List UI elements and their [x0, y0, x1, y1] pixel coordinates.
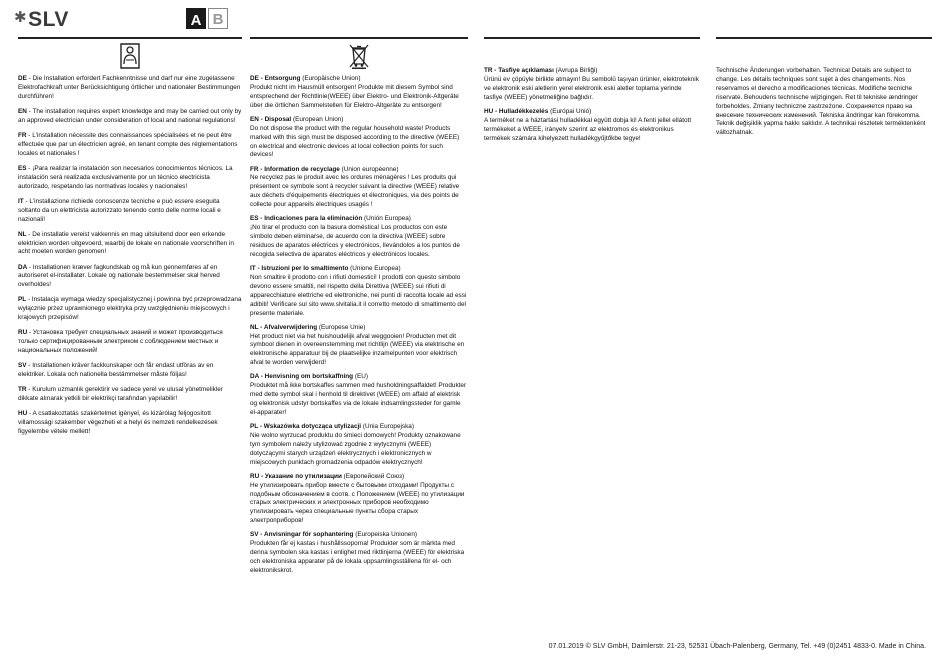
- language-code: ES: [18, 164, 27, 172]
- disposal-title: - Указание по утилизации: [259, 472, 342, 480]
- logo-text: SLV: [28, 8, 69, 31]
- disposal-region: (Europäische Union): [300, 75, 361, 82]
- installation-paragraph: [18, 362, 242, 380]
- disposal-paragraph: [250, 531, 468, 576]
- disposal-title: - Indicaciones para la eliminación: [258, 215, 363, 223]
- language-code: DE: [250, 75, 259, 82]
- disposal-text: Ürünü ev çöpüyle birlikte atmayın! Bu sembolü taşıyan ürünler, elektroteknik ve elektronik eski aletlerin yerel elektronik eski aletler toplama yerinde tasfiye (WEEE) yönetmeliğine bağlıdır.: [484, 75, 699, 101]
- person-document-icon: [119, 43, 141, 69]
- disposal-region: (Európai Unió): [548, 107, 592, 115]
- technical-column: [716, 37, 932, 143]
- installation-paragraph: [18, 108, 242, 126]
- disposal-paragraph: [484, 67, 700, 103]
- disposal-paragraph: [484, 108, 700, 144]
- disposal-column: [250, 37, 468, 581]
- disposal-text: Produkten får ej kastas i hushållssoporna! Produkter som är märkta med denna symbolen ska kastas i enlighet med riktlinjerna (WEEE) för elektriska och elektroniska apparater på de lokala uppsamlingsställena för el- och elektronikskrot.: [250, 540, 465, 574]
- disposal-paragraph: [250, 265, 468, 318]
- column-rule: [18, 37, 242, 39]
- installation-paragraph: [18, 386, 242, 404]
- installation-paragraph: [18, 410, 242, 437]
- language-code: TR: [484, 67, 493, 74]
- version-tabs: [186, 8, 228, 29]
- disposal-text: Не утилизировать прибор вместе с бытовыми отходами! Продукты с подобным обозначением в соотв. с Положением (WEEE) по утилизации старых электрических и электронных приборов необходимо утилизировать через специальные пункты сбора старых электроприборов!: [250, 481, 465, 525]
- installation-text: - L'installation nécessite des connaissances spécialisées et ne peut être effectuée que par un électricien agréé, en tenant compte des réglementations locales et nationales !: [18, 131, 238, 157]
- installation-text: - Instalacja wymaga wiedzy specjalistycznej i powinna być przeprowadzana wyłącznie przez uprawnionego elektryka przy uwzględnieniu miejscowych i krajowych przepisów!: [18, 296, 242, 322]
- language-code: PL: [250, 423, 259, 431]
- language-code: DA: [250, 373, 259, 381]
- language-code: DA: [18, 263, 28, 271]
- column-rule: [484, 37, 700, 39]
- installation-text: - L'installazione richiede conoscenze tecniche e può essere eseguita soltanto da un elettricista autorizzato tenendo conto delle norme locali e nazionali!: [18, 197, 221, 223]
- disposal-text: Produktet må ikke bortskaffes sammen med husholdningsaffaldet! Produkter med dette symbol skal i henhold til direktivet (WEEE) om affald af elektrisk og elektronisk udstyr bortskaffes via de lokale indsamlingssteder for gamle el-apparater!: [250, 382, 467, 416]
- installation-text: - Установка требует специальных знаний и может производиться только сертифицированным электриком с соблюдением местных и национальных положений!: [18, 329, 223, 355]
- disposal-title: - Information de recyclage: [258, 165, 340, 173]
- language-code: DE: [18, 75, 27, 82]
- disposal-region: (Европейский Союз): [341, 472, 405, 480]
- disposal-region: (Europeiska Unionen): [353, 531, 418, 539]
- installation-text: - ¡Para realizar la instalación son necesarios conocimientos técnicos. La instalación será realizada exclusivamente por un técnico electricista autorizado, respetando las normativas locales y nacionales!: [18, 164, 233, 190]
- disposal-text: ¡No tirar el producto con la basura doméstica! Los productos con este símbolo deben eliminarse, de acuerdo con la directiva (WEEE) sobre residuos de aparatos eléctricos y electrónicos, llevándolos a los puntos de recogida selectiva de aparatos eléctricos y electrónicos locales.: [250, 224, 460, 258]
- disposal-title: - Hulladékkezelés: [493, 107, 549, 115]
- language-code: NL: [250, 323, 259, 331]
- disposal-text: Produkt nicht im Hausmüll entsorgen! Produkte mit diesem Symbol sind entsprechend der Richtlinie(WEEE) über Elektro- und Elektronik-Altgeräte über die örtlichen Sammelstellen für Elektro-Altgeräte zu entsorgen!: [250, 83, 459, 109]
- language-code: SV: [18, 362, 27, 370]
- disposal-title: - Entsorgung: [258, 75, 301, 82]
- installation-text: - Installationen kräver fackkunskaper och får endast utföras av en elektriker. Lokala och nationella bestämmelser måste följas!: [18, 362, 214, 379]
- language-code: FR: [18, 131, 27, 139]
- technical-changes-text: Technische Änderungen vorbehalten. Technical Details are subject to change. Les détails techniques sont sujet à des changements. Nos reservamos el derecho a modificaciones técnicas. Modifiche tecniche riservate. Behoudens technische wijzigingen. Ret til tekniske ændringer forbeholdes. Zmiany techniczne zastrzeżone. Сохраняется право на внесение технических изменений. Tekniska ändringar kan förekomma. Teknik değişiklik yapma hakkı saklıdır. A technikai részletek terméktenként változhatnak.: [716, 67, 926, 137]
- installation-paragraph: [18, 296, 242, 323]
- sparkle-icon: ✱: [14, 9, 28, 26]
- disposal-paragraph: [250, 215, 468, 260]
- disposal-paragraph: [250, 166, 468, 211]
- disposal-title: - Istruzioni per lo smaltimento: [255, 264, 349, 272]
- disposal-region: (Union européenne): [339, 165, 399, 173]
- column-rule: [716, 37, 932, 39]
- disposal-title: - Tasfiye açıklaması: [492, 67, 554, 74]
- language-code: HU: [18, 410, 28, 418]
- installation-column: [18, 37, 242, 443]
- disposal-title: - Disposal: [258, 115, 292, 123]
- disposal-region: (Unión Europea): [362, 215, 411, 223]
- disposal-text: Do not dispose the product with the regular household waste! Products marked with this sign must be disposed according to the directive (WEEE) on electrical and electronic devices at local collection points for such devices!: [250, 124, 460, 159]
- language-code: EN: [18, 107, 27, 115]
- disposal-paragraph: [250, 373, 468, 418]
- language-code: RU: [18, 329, 28, 337]
- installation-paragraph: [18, 198, 242, 225]
- disposal-text: Ne recyclez pas le produit avec les ordures ménagères ! Les produits qui présentent ce symbole sont à recycler suivant la directive (WEEE) relative aux déchets d'équipements électriques et électroniques, via des points de collecte pour appareils électriques usagés !: [250, 174, 460, 209]
- slv-logo: [14, 8, 69, 32]
- disposal-region: (Unia Europejska): [361, 423, 414, 431]
- disposal-title: - Wskazówka dotycząca utylizacji: [258, 423, 362, 431]
- installation-paragraph: [18, 329, 242, 356]
- disposal-text: Nie wolno wyrzucać produktu do śmieci domowych! Produkty oznakowane tym symbolem należy utylizować zgodnie z wytycznymi (WEEE) dotyczącymi starych urządzeń elektrycznych i elektronicznych w miejscowych punktach gromadzenia odpadów elektrycznych!: [250, 431, 461, 466]
- installation-paragraph: [18, 264, 242, 291]
- disposal-region: (Europese Unie): [317, 323, 366, 331]
- installation-paragraph: [18, 165, 242, 192]
- language-code: SV: [250, 531, 259, 539]
- installation-text: - The installation requires expert knowledge and may be carried out only by an approved electrician under consideration of local and national regulations!: [18, 107, 242, 124]
- disposal-paragraph: [250, 75, 468, 111]
- installation-paragraph: [18, 231, 242, 258]
- language-code: FR: [250, 165, 259, 173]
- disposal-paragraph: [250, 324, 468, 369]
- disposal-paragraph: [250, 116, 468, 161]
- tab-b: B: [208, 8, 228, 29]
- installation-text: - Installationen kræver fagkundskab og må kun gennemføres af en autoriseret el-installatør. Lokale og nationale bestemmelser skal herved overholdes!: [18, 263, 220, 289]
- language-code: RU: [250, 472, 260, 480]
- disposal-paragraph: [250, 423, 468, 468]
- tab-a: A: [186, 8, 206, 29]
- column-rule: [250, 37, 468, 39]
- disposal-title: - Afvalverwijdering: [258, 323, 318, 331]
- language-code: HU: [484, 107, 494, 115]
- header: [0, 0, 950, 40]
- installation-text: - A csatlakoztatás szakértelmet igényel, és kizárólag feljogosított villamossági szakember végezheti el a helyi és nemzeti rendelkezések figyelembe vétele mellett!: [18, 410, 218, 436]
- language-code: NL: [18, 230, 27, 238]
- language-code: EN: [250, 115, 259, 123]
- disposal-region: (European Union): [291, 115, 344, 123]
- language-code: PL: [18, 296, 27, 304]
- installation-text: - Die Installation erfordert Fachkenntnisse und darf nur eine zugelassene Elektrofachkraft unter Berücksichtigung örtlicher und nationaler Bestimmungen durchführen!: [18, 75, 241, 100]
- footer-address: 07.01.2019 © SLV GmbH, Daimlerstr. 21-23, 52531 Übach-Palenberg, Germany, Tel. +49 (0)2451 4833-0. Made in China.: [548, 643, 926, 650]
- language-code: IT: [18, 197, 24, 205]
- disposal-region: (EU): [353, 373, 369, 381]
- disposal-region: (Avrupa Birliği): [553, 67, 598, 74]
- crossed-bin-icon: [349, 43, 369, 69]
- language-code: ES: [250, 215, 259, 223]
- disposal-text: Het product niet via het huishoudelijk afval weggooien! Producten met dit symbool dienen in overeenstemming met richtlijn (WEEE) via elektrische en elektronische apparatuur bij de plaatselijke inzamelpunten voor elektrisch afval te worden verwijderd!: [250, 332, 465, 367]
- disposal-text: A terméket ne a háztartási hulladékkal együtt dobja ki! A fenti jellel ellátott termékeket a WEEE, irányelv szerint az elektromos és elektronikus termékek számára kihelyezett hulladékgyűjtőkbe tegye!: [484, 116, 692, 142]
- installation-paragraph: [18, 132, 242, 159]
- language-code: TR: [18, 386, 27, 394]
- disposal-region: (Unione Europea): [348, 264, 401, 272]
- installation-text: - Kurulum uzmanlık gerektirir ve sadece yerel ve ulusal yönetmelikler dikkate alınarak yetkili bir elektrikçi tarafından yapılabilir!: [18, 386, 223, 403]
- installation-paragraph: [18, 75, 242, 102]
- disposal-column-more: [484, 37, 700, 149]
- disposal-paragraph: [250, 473, 468, 526]
- disposal-text: Non smaltire il prodotto con i rifiuti domestici! I prodotti con questo simbolo devono essere smaltiti, nel rispetto della Direttiva (WEEE) sui rifiuti di apparecchiature elettriche ed elettroniche, nei punti di raccolta locale ad essi adibiti! Verificare sul sito www.slvitalia.it il corretto metodo di smaltimento del presente materiale.: [250, 273, 467, 317]
- installation-text: - De installatie vereist vakkennis en mag uitsluitend door een erkende elektricien worden uitgevoerd, waarbij de lokale en nationale voorschriften in acht moeten worden genomen!: [18, 230, 234, 256]
- language-code: IT: [250, 264, 256, 272]
- disposal-title: - Henvisning om bortskaffning: [259, 373, 354, 381]
- disposal-title: - Anvisningar för sophantering: [258, 531, 354, 539]
